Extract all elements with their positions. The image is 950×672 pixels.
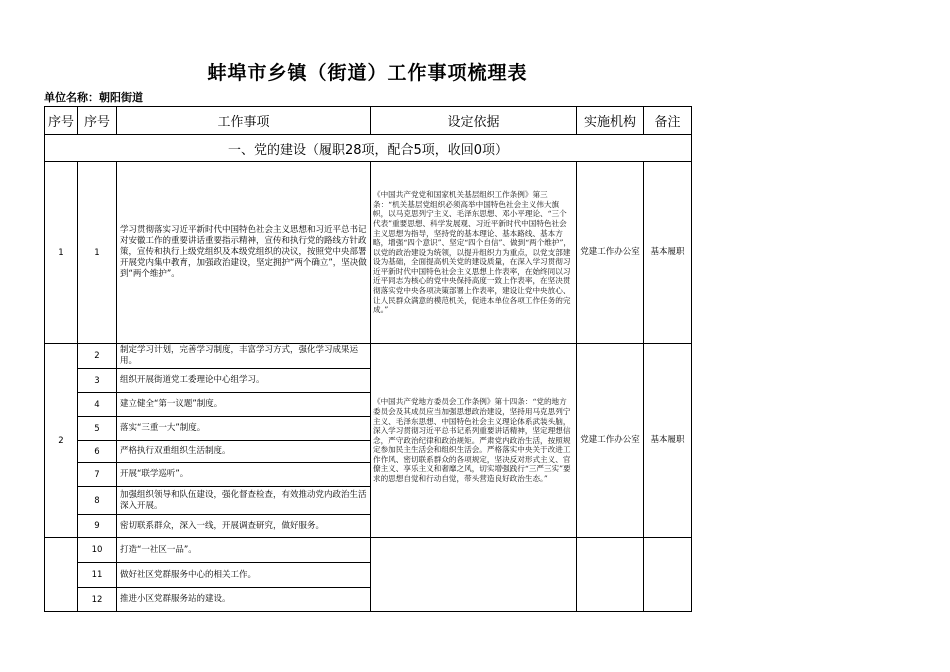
item-no: 12	[78, 588, 117, 612]
work-item-text: 加强组织领导和队伍建设，强化督查检查，有效推动党内政治生活深入开展。	[117, 487, 371, 515]
item-no: 2	[78, 344, 117, 369]
section-row	[45, 135, 692, 162]
work-item-text: 推进小区党群服务站的建设。	[117, 588, 371, 612]
work-item-text: 学习贯彻落实习近平新时代中国特色社会主义思想和习近平总书记对安徽工作的重要讲话重要指示精神，宣传和执行党的路线方针政策，宣传和执行上级党组织及本级党组织的决议，按照党中央部署开展党内集中教育，加强政治建设，坚定拥护“两个确立”，坚决做到“两个维护”。	[117, 162, 371, 344]
item-no: 6	[78, 441, 117, 463]
work-item-text: 制定学习计划，完善学习制度，丰富学习方式，强化学习成果运用。	[117, 344, 371, 369]
work-item-text: 打造“一社区一品”。	[117, 538, 371, 563]
header-remark: 备注	[644, 107, 692, 135]
org-text	[577, 538, 644, 612]
item-no: 11	[78, 563, 117, 588]
page-title: 蚌埠市乡镇（街道）工作事项梳理表	[207, 62, 528, 84]
remark-text: 基本履职	[644, 344, 692, 538]
section-title: 一、党的建设（履职28项，配合5项，收回0项）	[45, 135, 692, 162]
header-seq-2: 序号	[78, 107, 117, 135]
work-items-table	[44, 106, 692, 612]
item-no: 9	[78, 515, 117, 538]
header-seq-1: 序号	[45, 107, 78, 135]
work-item-text: 开展“联学巡听”。	[117, 463, 371, 487]
item-no: 3	[78, 369, 117, 393]
header-basis: 设定依据	[371, 107, 577, 135]
item-no: 7	[78, 463, 117, 487]
header-org: 实施机构	[577, 107, 644, 135]
work-item-text: 做好社区党群服务中心的相关工作。	[117, 563, 371, 588]
item-no: 8	[78, 487, 117, 515]
basis-text: 《中国共产党地方委员会工作条例》第十四条：“党的地方委员会及其成员应当加强思想政治建设，坚持用马克思列宁主义、毛泽东思想、中国特色社会主义理论体系武装头脑，深入学习贯彻习近平总书记系列重要讲话精神，坚定理想信念，严守政治纪律和政治规矩。严肃党内政治生活，按照规定参加民主生活会和组织生活会。严格落实中央关于改进工作作风、密切联系群众的各项规定，坚决反对形式主义、官僚主义、享乐主义和奢靡之风，切实增强践行“三严三实”要求的思想自觉和行动自觉，带头营造良好政治生态。”	[371, 344, 577, 538]
remark-text	[644, 538, 692, 612]
org-text: 党建工作办公室	[577, 344, 644, 538]
group-no	[45, 538, 78, 612]
group-no: 1	[45, 162, 78, 344]
unit-label: 单位名称：朝阳街道	[44, 91, 143, 104]
work-item-text: 组织开展街道党工委理论中心组学习。	[117, 369, 371, 393]
work-item-text: 落实“三重一大”制度。	[117, 417, 371, 441]
org-text: 党建工作办公室	[577, 162, 644, 344]
work-item-text: 建立健全“第一议题”制度。	[117, 393, 371, 417]
table-row	[45, 538, 692, 563]
item-no: 4	[78, 393, 117, 417]
item-no: 10	[78, 538, 117, 563]
basis-text: 《中国共产党党和国家机关基层组织工作条例》第三条：“机关基层党组织必须高举中国特色社会主义伟大旗帜，以马克思列宁主义、毛泽东思想、邓小平理论、“三个代表”重要思想、科学发展观、习近平新时代中国特色社会主义思想为指导，坚持党的基本理论、基本路线、基本方略，增强“四个意识”、坚定“四个自信”、做到“两个维护”，以党的政治建设为统领，以提升组织力为重点，以党支部建设为基础，全面提高机关党的建设质量，在深入学习贯彻习近平新时代中国特色社会主义思想上作表率，在始终同以习近平同志为核心的党中央保持高度一致上作表率，在坚决贯彻落实党中央各项决策部署上作表率，建设让党中央放心、让人民群众满意的模范机关，促进本单位各项工作任务的完成。”	[371, 162, 577, 344]
work-item-text: 密切联系群众，深入一线，开展调查研究，做好服务。	[117, 515, 371, 538]
group-no: 2	[45, 344, 78, 538]
work-item-text: 严格执行双重组织生活制度。	[117, 441, 371, 463]
table-row	[45, 162, 692, 344]
remark-text: 基本履职	[644, 162, 692, 344]
header-row	[45, 107, 692, 135]
header-work-item: 工作事项	[117, 107, 371, 135]
table-row	[45, 344, 692, 369]
item-no: 1	[78, 162, 117, 344]
basis-text	[371, 538, 577, 612]
item-no: 5	[78, 417, 117, 441]
